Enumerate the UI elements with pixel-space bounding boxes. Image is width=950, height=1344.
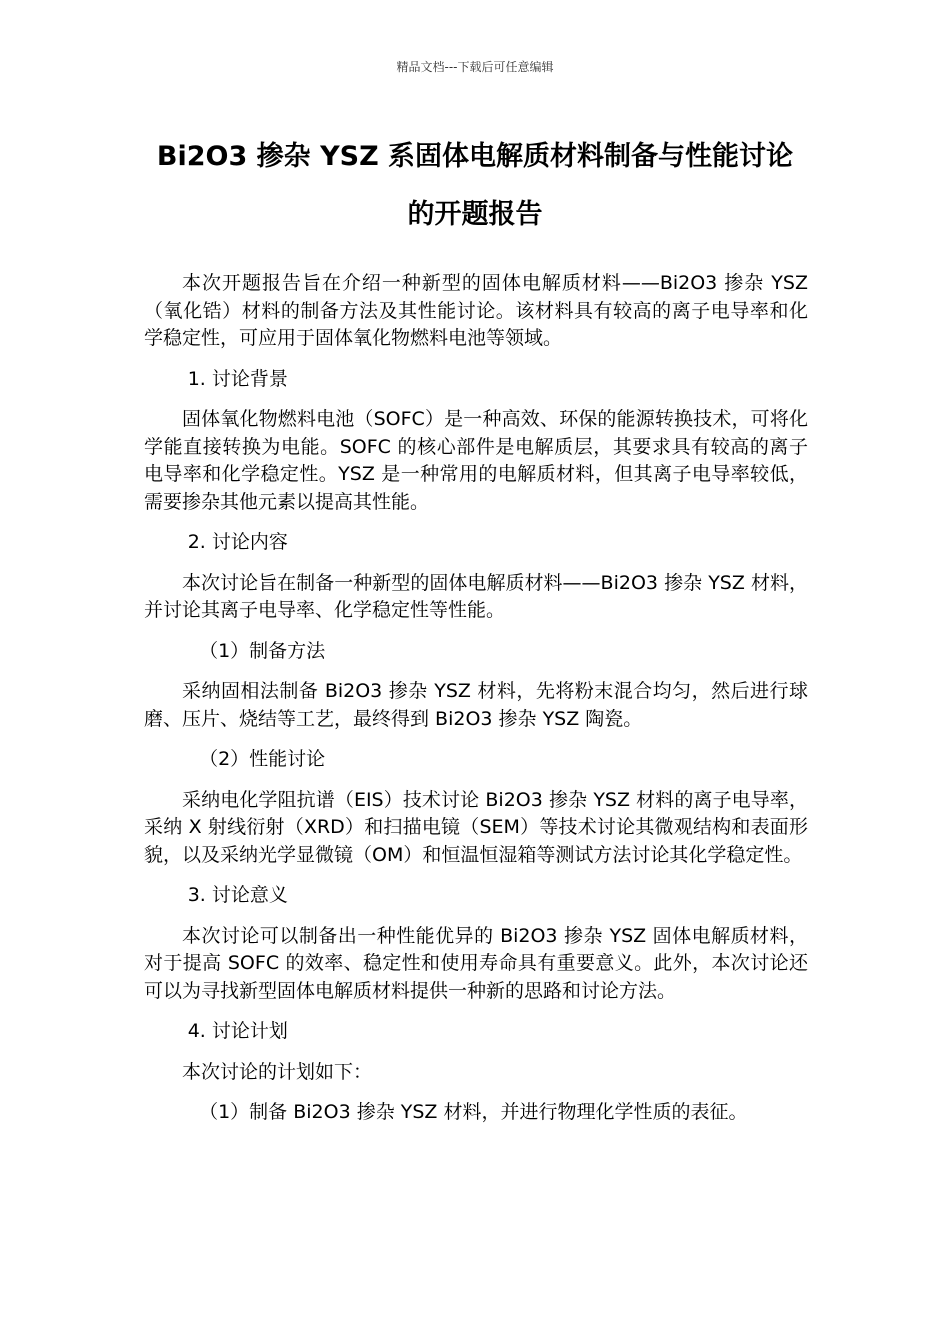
section-heading-significance: 3. 讨论意义	[187, 884, 288, 906]
plan-item-1: （1）制备 Bi2O3 掺杂 YSZ 材料，并进行物理化学性质的表征。	[199, 1101, 748, 1123]
title-line-2: 的开题报告	[407, 199, 543, 230]
section-heading-plan: 4. 讨论计划	[187, 1020, 288, 1042]
document-body	[144, 270, 808, 1140]
plan-intro-paragraph: 本次讨论的计划如下：	[182, 1060, 373, 1083]
page-header-watermark: 精品文档---下载后可任意编辑	[396, 60, 554, 74]
subheading-performance: （2）性能讨论	[199, 748, 326, 770]
significance-paragraph: 本次讨论可以制备出一种性能优异的 Bi2O3 掺杂 YSZ 固体电解质材料，对于提高 SOFC 的效率、稳定性和使用寿命具有重要意义。此外，本次讨论还可以为寻找新型固体电解质材料提供一种新的思路和讨论方法。	[144, 924, 808, 1002]
intro-paragraph: 本次开题报告旨在介绍一种新型的固体电解质材料——Bi2O3 掺杂 YSZ（氧化锆）材料的制备方法及其性能讨论。该材料具有较高的离子电导率和化学稳定性，可应用于固体氧化物燃料电池等领域。	[144, 272, 808, 349]
section-heading-background: 1. 讨论背景	[187, 367, 288, 390]
preparation-paragraph: 采纳固相法制备 Bi2O3 掺杂 YSZ 材料，先将粉末混合均匀，然后进行球磨、压片、烧结等工艺，最终得到 Bi2O3 掺杂 YSZ 陶瓷。	[144, 680, 808, 730]
document-title	[140, 128, 810, 244]
section-heading-content: 2. 讨论内容	[187, 531, 288, 553]
subheading-preparation: （1）制备方法	[199, 639, 326, 662]
content-paragraph: 本次讨论旨在制备一种新型的固体电解质材料——Bi2O3 掺杂 YSZ 材料，并讨论其离子电导率、化学稳定性等性能。	[144, 571, 808, 621]
background-paragraph: 固体氧化物燃料电池（SOFC）是一种高效、环保的能源转换技术，可将化学能直接转换为电能。SOFC 的核心部件是电解质层，其要求具有较高的离子电导率和化学稳定性。YSZ 是一种常用的电解质材料，但其离子电导率较低，需要掺杂其他元素以提高其性能。	[144, 408, 808, 513]
performance-paragraph: 采纳电化学阻抗谱（EIS）技术讨论 Bi2O3 掺杂 YSZ 材料的离子电导率，采纳 X 射线衍射（XRD）和扫描电镜（SEM）等技术讨论其微观结构和表面形貌，以及采纳光学显微镜（OM）和恒温恒湿箱等测试方法讨论其化学稳定性。	[144, 788, 808, 866]
title-line-1: Bi2O3 掺杂 YSZ 系固体电解质材料制备与性能讨论	[156, 141, 794, 172]
